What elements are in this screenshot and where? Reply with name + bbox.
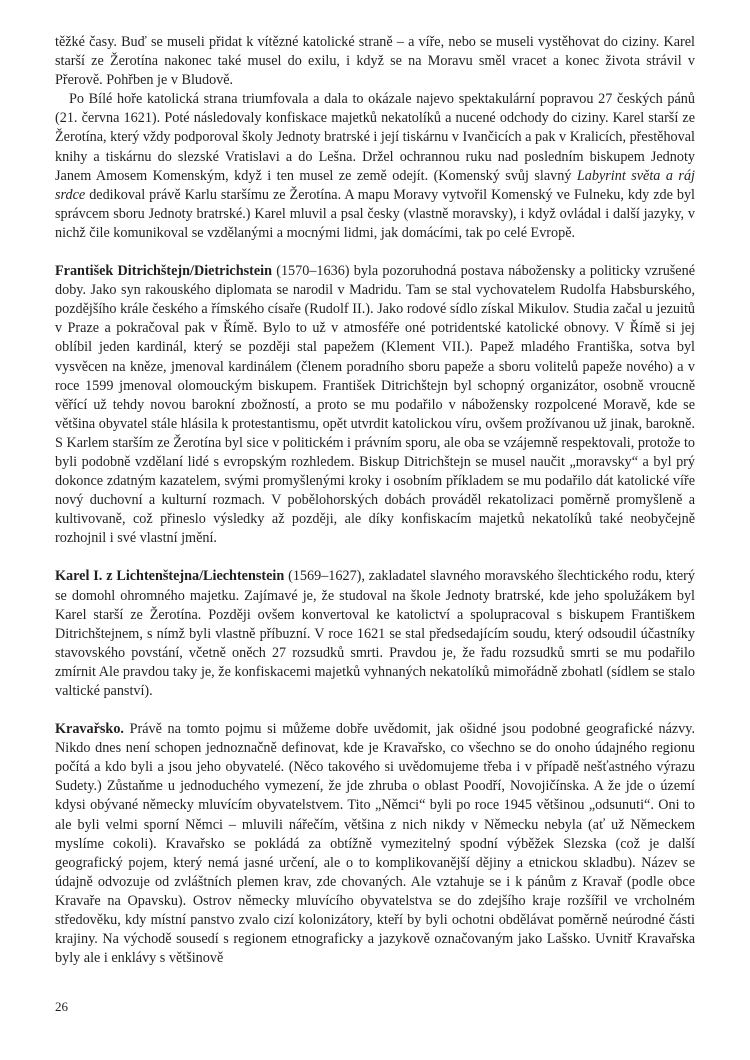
page-body: [55, 33, 695, 968]
entry-text: (1569–1627), zakladatel slavného moravského šlechtického rodu, který se domohl ohromného majetku. Zajímavé je, že studoval na škole Jednoty bratrské, kde jeho spolužákem byl Karel starší ze Žerotína. Později ovšem konvertoval ke katolictví a spolupracoval s biskupem Františkem Ditrichštejnem, s nímž byli vlastně příbuzní. V roce 1621 se stal předsedajícím soudu, který odsoudil účastníky stavovského povstání, včetně oněch 27 rozsudků smrti. Pravdou je, že řadu rozsudků smrti se mu podařilo zmírnit Ale pravdou taky je, že konfiskacemi majetků vyhnaných nekatolíků mimořádně zbohatl (sídlem se stalo valtické panství).: [55, 568, 695, 699]
paragraph-text: Po Bílé hoře katolická strana triumfovala a dala to okázale najevo spektakulární popravou 27 českých pánů (21. června 1621). Poté následovaly konfiskace majetků nekatolíků a nucené odchody do ciziny. Karel starší ze Žerotína, který vždy podporoval školy Jednoty bratrské i její tiskárnu v Ivančicích a pak v Kralicích, přestěhoval knihy a tiskárnu do slezské Vratislavi a do Lešna. Držel ochrannou ruku nad posledním biskupem Jednoty Janem Amosem Komenským, když i ten musel ze země odejít. (Komenský svůj slavný: [55, 91, 695, 184]
entry-text: Právě na tomto pojmu si můžeme dobře uvědomit, jak ošidné jsou podobné geografické názvy. Nikdo dnes není schopen jednoznačně definovat, kde je Kravařsko, co všechno se do onoho údajného regionu počítá a kdo byli a jsou jeho obyvatelé. (Něco takového si uvědomujeme třeba i v případě nešťastného výrazu Sudety.) Zůstaňme u jednoduchého vymezení, že jde zhruba o oblast Poodří, Novojičínska. A že jde o území kdysi obývané německy mluvícím obyvatelstvem. Tito „Němci“ byli po roce 1945 většinou „odsunuti“. Oni to ale byli velmi sporní Němci – mluvili nářečím, většina z nich nikdy v Německu nebyla (ať už Německem myslíme cokoli). Kravařsko se pokládá za obtížně vymezitelný spodní výběžek Slezska (což je další geografický pojem, který nemá jasné určení, ale o to komplikovanější dějiny a etnickou skladbu). Název se údajně odvozuje od zvláštních plemen krav, zde chovaných. Ale vztahuje se i k pánům z Kravař (podle obce Kravaře na Opavsku). Ostrov německy mluvícího obyvatelstva se do zdejšího kraje rozšířil ve vrcholném středověku, kdy místní panstvo zvalo cizí kolonizátory, kteří by byli ochotni obdělávat poměrně neúrodné části krajiny. Na východě sousedí s regionem etnograficky a jazykově označovaným jako Lašsko. Uvnitř Kravařska byly ale i enklávy s většinově: [55, 721, 695, 967]
entry-ditrichstejn: [55, 262, 695, 548]
paragraph-zerotin-exile: těžké časy. Buď se museli přidat k vítězné katolické straně – a víře, nebo se museli vystěhovat do ciziny. Karel starší ze Žerotína nakonec také musel do exilu, i když se na Moravu směl vracet a konec života strávil v Přerově. Pohřben je v Bludově.: [55, 34, 695, 89]
entry-text: (1570–1636) byla pozoruhodná postava nábožensky a politicky vzrušené doby. Jako syn rakouského diplomata se narodil v Madridu. Tam se stal vychovatelem Rudolfa Habsburského, pozdějšího krále českého a římského císaře (Rudolf II.). Jako rodové sídlo získal Mikulov. Studia začal u jezuitů v Praze a pokračoval pak v Římě. Bylo to už v atmosféře oné potridentské katolické obnovy. V Římě si jej oblíbil jeden kardinál, který se později stal papežem (Klement VII.). Papež mladého Františka, sotva byl vysvěcen na kněze, jmenoval kardinálem (členem poradního sboru papeže a sboru volitelů papeže nového) a v roce 1599 jmenoval olomouckým biskupem. František Ditrichštejn byl schopný organizátor, osobně vroucně věřící už tehdy novou barokní zbožností, a proto se mu podařilo v nábožensky rozpolcené Moravě, kde se většina obyvatel stále hlásila k protestantismu, opět utvrdit katolickou víru, ovšem prožívanou už jinak, barokně. S Karlem starším ze Žerotína byl sice v politickém i právním sporu, ale oba se vzájemně respektovali, protože to byli podobně vzdělaní lidé s evropským rozhledem. Biskup Ditrichštejn se musel naučit „moravsky“ a byl prý dokonce zdatným kazatelem, svými promyšlenými kroky i osobním příkladem se mu podařilo dát katolické víře nový duchovní a kulturní rozmach. V pobělohorských dobách prováděl rekatolizaci poměrně promyšleně a kultivovaně, což přineslo výsledky až později, ale díky konfiskacím majetků nekatolíků také neobyčejně rozhojnil i své vlastní jmění.: [55, 263, 695, 547]
entry-lichtenstejn: [55, 567, 695, 701]
entry-term: František Ditrichštejn/Dietrichstein: [55, 263, 272, 280]
paragraph-text: dedikoval právě Karlu staršímu ze Žerotína. A mapu Moravy vytvořil Komenský ve Fulneku, kdy zde byl správcem sboru Jednoty bratrské.) Karel mluvil a psal česky (vlastně moravsky), i když ovládal i další jazyky, v nichž čile komunikoval se vzdělanými a mocnými lidmi, jak domácími, tak po celé Evropě.: [55, 186, 695, 241]
paragraph-bila-hora: [55, 90, 695, 243]
book-title-labyrint: Labyrint světa a ráj srdce: [55, 167, 695, 203]
entry-kravarsko: [55, 720, 695, 968]
entry-term: Kravařsko.: [55, 721, 124, 738]
entry-term: Karel I. z Lichtenštejna/Liechtenstein: [55, 568, 285, 585]
page-number: 26: [55, 999, 68, 1014]
